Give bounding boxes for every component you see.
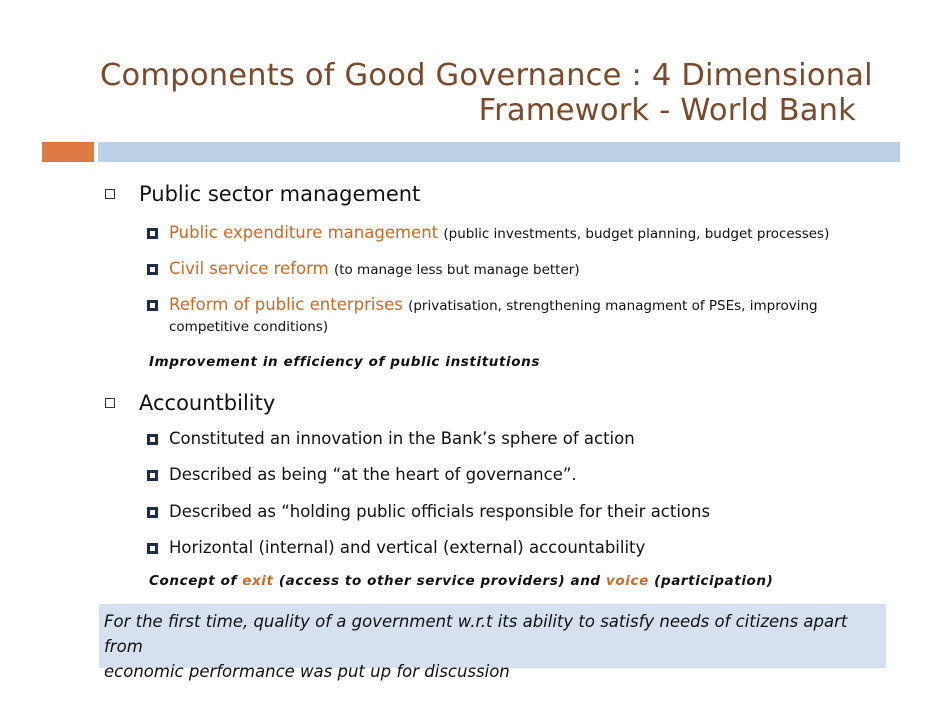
title-line-1: Components of Good Governance : 4 Dimensional: [100, 58, 873, 93]
item-detail: (privatisation, strengthening managment of PSEs, improving: [408, 298, 818, 314]
item-text: Horizontal (internal) and vertical (external) accountability: [169, 538, 646, 557]
item-highlight: Reform of public enterprises: [169, 295, 403, 314]
note-keyword-exit: exit: [242, 573, 274, 589]
note-keyword-voice: voice: [606, 573, 649, 589]
section-note: Improvement in efficiency of public institutions: [149, 354, 540, 370]
section-heading: Public sector management: [139, 182, 421, 206]
hollow-square-bullet-icon: [105, 189, 115, 199]
item-highlight: Public expenditure management: [169, 223, 439, 242]
accent-bar-blue: [98, 142, 900, 162]
note-text: Concept of: [149, 573, 243, 589]
title-line-2: Framework - World Bank: [478, 93, 856, 128]
square-bullet-icon: [147, 543, 158, 554]
slide-title: [100, 58, 873, 128]
square-bullet-icon: [147, 264, 158, 275]
callout-line-2: economic performance was put up for discussion: [104, 662, 510, 681]
note-text: (access to other service providers) and: [273, 573, 606, 589]
square-bullet-icon: [147, 470, 158, 481]
accent-bar-orange: [42, 142, 94, 162]
square-bullet-icon: [147, 228, 158, 239]
hollow-square-bullet-icon: [105, 398, 115, 408]
item-highlight: Civil service reform: [169, 259, 329, 278]
item-text: Constituted an innovation in the Bank’s sphere of action: [169, 429, 635, 448]
square-bullet-icon: [147, 507, 158, 518]
note-text: (participation): [648, 573, 774, 589]
square-bullet-icon: [147, 300, 158, 311]
callout-line-1: For the first time, quality of a government w.r.t its ability to satisfy needs of citizens apart from: [104, 612, 848, 656]
section-heading: Accountbility: [139, 391, 276, 415]
item-text: Described as being “at the heart of governance”.: [169, 465, 577, 484]
callout-box: [99, 604, 886, 681]
section-note: [149, 573, 773, 589]
item-detail: (to manage less but manage better): [333, 262, 580, 278]
item-detail: (public investments, budget planning, budget processes): [443, 226, 830, 242]
item-text: Described as “holding public officials responsible for their actions: [169, 502, 711, 521]
square-bullet-icon: [147, 434, 158, 445]
item-detail-continuation: competitive conditions): [169, 319, 329, 335]
